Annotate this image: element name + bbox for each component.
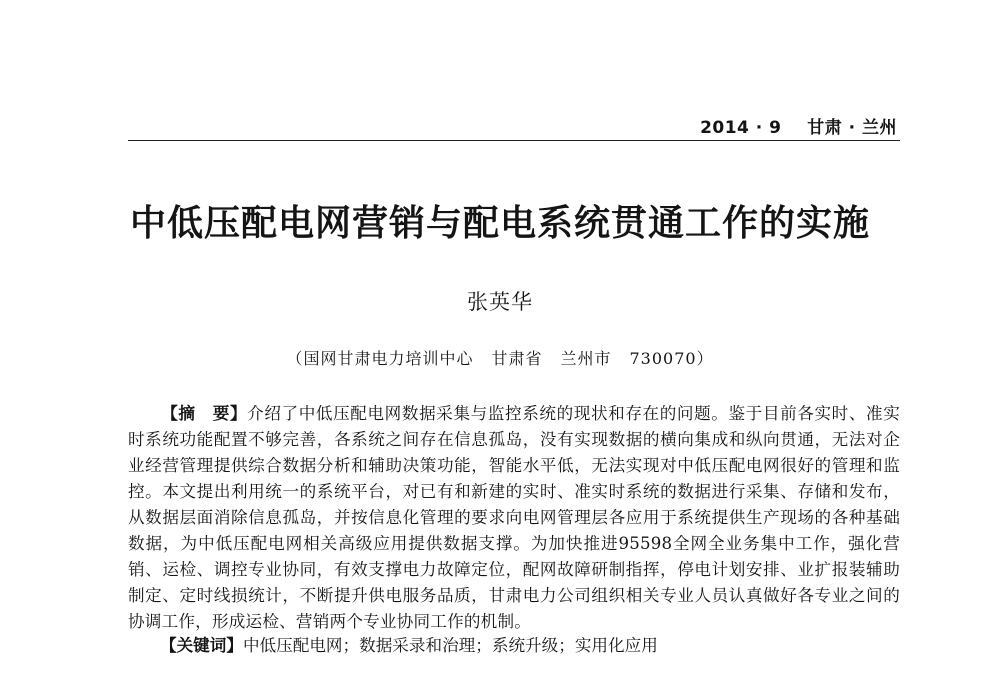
author-name: 张英华 <box>467 290 533 314</box>
affiliation-org: 国网甘肃电力培训中心 <box>303 349 474 368</box>
header-divider <box>128 140 900 141</box>
keywords-label: 【关键词】 <box>160 635 243 655</box>
keywords-text: 中低压配电网；数据采录和治理；系统升级；实用化应用 <box>242 636 658 655</box>
abstract-label: 【摘 要】 <box>161 403 248 423</box>
issue-date: 2014 · 9 <box>700 118 782 138</box>
affiliation-city: 兰州市 <box>560 349 612 368</box>
affiliation-province: 甘肃省 <box>491 349 543 368</box>
conference-location: 甘肃 · 兰州 <box>807 118 897 138</box>
affiliation-postcode: 730070 <box>629 349 697 368</box>
abstract <box>128 400 900 635</box>
author-affiliation <box>0 346 1000 369</box>
paper-title: 中低压配电网营销与配电系统贯通工作的实施 <box>129 202 870 244</box>
affiliation-close-paren: ） <box>696 349 714 368</box>
abstract-text: 介绍了中低压配电网数据采集与监控系统的现状和存在的问题。鉴于目前各实时、准实时系统功能配置不够完善，各系统之间存在信息孤岛，没有实现数据的横向集成和纵向贯通，无法对企业经营管理提供综合数据分析和辅助决策功能，智能水平低，无法实现对中低压配电网很好的管理和监控。本文提出利用统一的系统平台，对已有和新建的实时、准实时系统的数据进行采集、存储和发布，从数据层面消除信息孤岛，并按信息化管理的要求向电网管理层各应用于系统提供生产现场的各种基础数据，为中低压配电网相关高级应用提供数据支撑。为加快推进95598全网全业务集中工作，强化营销、运检、调控专业协同，有效支撑电力故障定位，配网故障研制指挥，停电计划安排、业扩报装辅助制定、定时线损统计，不断提升供电服务品质，甘肃电力公司组织相关专业人员认真做好各专业之间的协调工作，形成运检、营销两个专业协同工作的机制。 <box>128 404 901 631</box>
affiliation-open-paren: （ <box>286 349 304 368</box>
running-header <box>700 113 897 138</box>
keywords <box>160 632 658 659</box>
